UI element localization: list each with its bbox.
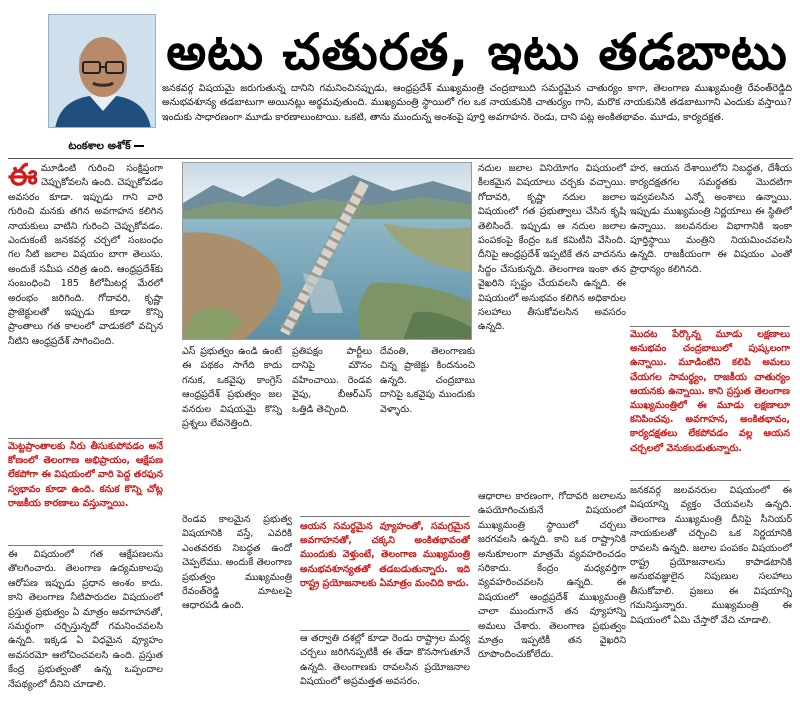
header-rule: [8, 158, 793, 159]
callout3-rule-bottom: [300, 630, 470, 631]
pull-quote-2: మొదట పేర్కొన్న మూడు లక్షణాలు అనుభవం చంద్రబాబులో పుష్కలంగా ఉన్నాయి. మూడింటిని కలిపి అమలు చేయగల సామర్థ్యం, రాజకీయ చాతుర్యం ఆయనకు ఉన్నాయి. కాని ప్రస్తుత తెలంగాణ ముఖ్యమంత్రిలో ఈ మూడు లక్షణాలూ కనిపించవు. అవగాహన, అంకితభావం, కార్యదక్షతలు లేకపోవడం వల్ల ఆయన చర్చలలో వెనుకబడుతున్నారు.: [630, 329, 790, 454]
callout2-rule-top: [630, 326, 790, 327]
body-column-2d: రెండవ కాలమైన ప్రభుత్వ విషయానికి వస్తే, ఎవరికి ఎంతవరకు నిబద్ధత ఉందో చెప్పలేము. అందుకే తెలంగాణ ప్రభుత్వం ముఖ్యమంత్రి రేవంత్‌రెడ్డి మాటలపై ఆధారపడి ఉంది.: [182, 514, 292, 612]
body-column-2c: దేవంతి, తెలంగాణకు చిన్న ప్రాజెక్టు కిందనుంచి ఉన్నది. చంద్రబాబు దానిపై ఒకవైపు ముందుకు వెళ్ళారు.: [380, 346, 475, 415]
pull-quote-3: ఆయన సమర్థమైన వ్యూహంతో, సమగ్రమైన అవగాహనతో, చక్కని అంకితభావంతో ముందుకు వెళ్తుంటే, తెలంగాణ ముఖ్యమంత్రి అనుభవశూన్యతతో తడబడుతున్నారు. ఇది రాష్ట్ర ప్రయోజనాలకు ఏమాత్రం మంచిది కాదు.: [300, 521, 470, 589]
body-column-1-bottom: ఈ విషయంలో గత ఆక్షేపణలను తొలగించారు. తెలంగాణ ఉద్యమకాలపు ఆరోపణ ఇప్పుడు ప్రధాన అంశం కాదు. కాని తెలంగాణ నీటిపారుదల విషయంలో ప్రస్తుత ప్రభుత్వం ఏ మాత్రం అవగాహనతో, సమర్థంగా చర్చిస్తున్నదో గమనించవలసి ఉన్నది. ఇక్కడ ఏ విధమైన వ్యూహం అవసరమో ఆలోచించవలసి ఉంది. ప్రస్తుత కేంద్ర ప్రభుత్వంతో ఉన్న ఒప్పందాల నేపథ్యంలో దీనిని చూడాలి.: [8, 549, 163, 690]
body-column-2e: ఆ తర్వాతి దశల్లో కూడా రెండు రాష్ట్రాల మధ్య చర్చలు జరిగినప్పటికీ ఈ తేడా కొనసాగుతూనే ఉన్నది. తెలంగాణకు రావలసిన ప్రయోజనాల విషయంలో అప్రమత్తత అవసరం.: [300, 633, 470, 688]
byline-dash: [134, 145, 144, 147]
author-portrait-icon: [49, 15, 156, 128]
callout-rule-bottom: [8, 545, 163, 546]
news-photo: [182, 162, 472, 340]
article-deck: జనకవర్గ విషయమై జరుగుతున్న దానిని గమనించినప్పుడు, ఆంధ్రప్రదేశ్ ముఖ్యమంత్రి చంద్రబాబుది సమర్థమైన చాతుర్యం కాగా, తెలంగాణ ముఖ్యమంత్రి రేవంత్‌రెడ్డిది అనుభవశూన్య తడబాటుగా అయినట్లు అర్థమవుతుంది. ముఖ్యమంత్రి స్థాయిలో గల ఒక నాయకునికి చాతుర్యం గాని, మరొక నాయకునికి తడబాటుగాని ఎందుకు వస్తాయి? ఇందుకు సాధారణంగా మూడు కారణాలుంటాయి. ఒకటి, తాను ముందున్న అంశంపై పూర్తి అవగాహన. రెండు, దాని పట్ల అంకితభావం. మూడు, కార్యదక్షత.: [162, 83, 792, 123]
body-column-4-bottom: జనకవర్గ జలవనరుల విషయంలో ఈ విషయాన్ని వ్యక్తం చేయవలసి ఉన్నది. తెలంగాణ ముఖ్యమంత్రి దీనిపై సీనియర్ నాయకులతో చర్చించి ఒక నిర్ణయానికి రావలసి ఉన్నది. జలాల పంపకం విషయంలో రాష్ట్ర ప్రయోజనాలను కాపాడటానికి అనుభవజ్ఞులైన నిపుణుల సలహాలు తీసుకోవాలి. ప్రజలు ఈ విషయాన్ని గమనిస్తున్నారు. ముఖ్యమంత్రి ఈ విషయంలో ఏమి చేస్తారో వేచి చూడాలి.: [630, 485, 792, 626]
body-text: మూడింటి గురించి సంక్షిప్తంగా చెప్పుకోవలసి ఉంది. చెప్పుకోవడం అవసరం కూడా. ఇప్పుడు గాని వారి గురించి మనకు తగిన అవగాహన కలిగిన నాయకులు వాటిని గురించి చెప్పుకోవడం. ఎందుకంటే జనకవర్గ చర్చలో సంబంధం గల నీటి జలాల విషయం బాగా తెలుసు. అందుకే సమీప చరిత్ర ఉంది. ఆంధ్రప్రదేశ్‌కు సంబంధించి 185 కిలోమీటర్ల మేరలో అరంభం జరిగింది. గోదావరి, కృష్ణా ప్రాజెక్టులతో ఇప్పుడు కూడా కొన్ని ప్రాంతాలు గత కాలంలో వాడుకలో వచ్చిన నీటిని ఆంధ్రప్రదేశ్ సాగించింది.: [8, 163, 163, 347]
callout2-rule-bottom: [630, 480, 790, 481]
body-column-4-top: హర, ఆయన దేశాయిలోని నిబద్ధత, దేశీయ కార్యదక్షతగల సమర్థతకు మొదటిగా ఇవ్వవలసిన ఎన్నో అంశాలు ఉన్నాయి. ఇప్పుడు ముఖ్యమంత్రి నిర్ణయాలు ఈ స్థితిలో ఉన్నాయి. జలవనరుల విభాగానికి ఇంకా పూర్తిస్థాయి మంత్రిని నియమించవలసి ఉన్నది. రాజకీయంగా ఈ విషయం ఎంతో ప్రాధాన్యం కలిగినది.: [630, 163, 792, 275]
author-byline: [56, 140, 156, 156]
body-column-1-top: [8, 162, 163, 437]
author-name: టంకశాల అశోక్: [68, 140, 131, 152]
body-column-3-top: నదుల జలాల వినియోగం విషయంలో కీలకమైన విషయాలు చర్చకు వచ్చాయి. గోదావరి, కృష్ణా నదుల జలాల విషయంలో గత ప్రభుత్వాలు చేసిన కృషి తెలిసిందే. ఇప్పుడు ఆ నదుల జలాల పంపకంపై కేంద్రం ఒక కమిటీని వేసింది. దీనిపై ఆంధ్రప్రదేశ్ ఇప్పటికే తన వాదనను సిద్ధం చేసుకున్నది. తెలంగాణ ఇంకా తన వైఖరిని స్పష్టం చేయవలసి ఉన్నది. ఈ విషయంలో అనుభవం కలిగిన అధికారుల సలహాలు తీసుకోవలసిన అవసరం ఉన్నది.: [478, 163, 626, 333]
author-photo: [48, 14, 156, 128]
body-column-3-bottom: ఆధారాల కారణంగా, గోదావరి జలాలను ఉపయోగించుకునే విషయంలో ముఖ్యమంత్రి స్థాయిలో చర్చలు జరగవలసి ఉన్నది. కాని ఒక రాష్ట్రానికి అనుకూలంగా మాత్రమే వ్యవహరించడం సరికాదు. కేంద్రం మధ్యవర్తిగా వ్యవహరించవలసి ఉన్నది. ఈ విషయంలో ఆంధ్రప్రదేశ్ ముఖ్యమంత్రి చాలా ముందుగానే తన వ్యూహాన్ని అమలు చేశారు. తెలంగాణ ప్రభుత్వం మాత్రం ఇప్పటికీ తన వైఖరిని రూపొందించుకోలేదు.: [478, 491, 626, 661]
callout3-rule-top: [300, 516, 470, 517]
body-column-2b: ప్రతిపక్షం పార్టీలు దానిపై మౌనం వహించాయి. రెండవ వైపు, బీఆర్ఎస్ ఒత్తిడి తెచ్చింది.: [292, 346, 372, 415]
pull-quote-1: మెట్టప్రాంతాలకు నీరు తీసుకుపోవడం అనే కోణంలో తెలంగాణ అభిప్రాయం, ఆక్షేపణ లేకపోగా ఈ విషయంలో వారి పెద్ద తరఫున స్వభావం కూడా ఉంది. కనుక కొన్ని చోట్ల రాజకీయ కారణాలు వస్తున్నాయి.: [8, 441, 163, 509]
drop-cap: ఈ: [8, 162, 38, 193]
body-column-2a: ఎస్ ప్రభుత్వం ఉండి ఉంటే ఈ పథకం సాగేది కాదు గనుక, ఒకవైపు కాంగ్రెస్ ఆంధ్రప్రదేశ్ ప్రభుత్వం జల వనరుల విషయమై కొన్ని ప్రశ్నలు లేవనెత్తింది.: [182, 346, 282, 430]
callout-rule-top: [8, 438, 163, 439]
reservoir-barrage-photo-icon: [183, 163, 472, 340]
headline: అటు చతురత, ఇటు తడబాటు: [166, 23, 788, 81]
